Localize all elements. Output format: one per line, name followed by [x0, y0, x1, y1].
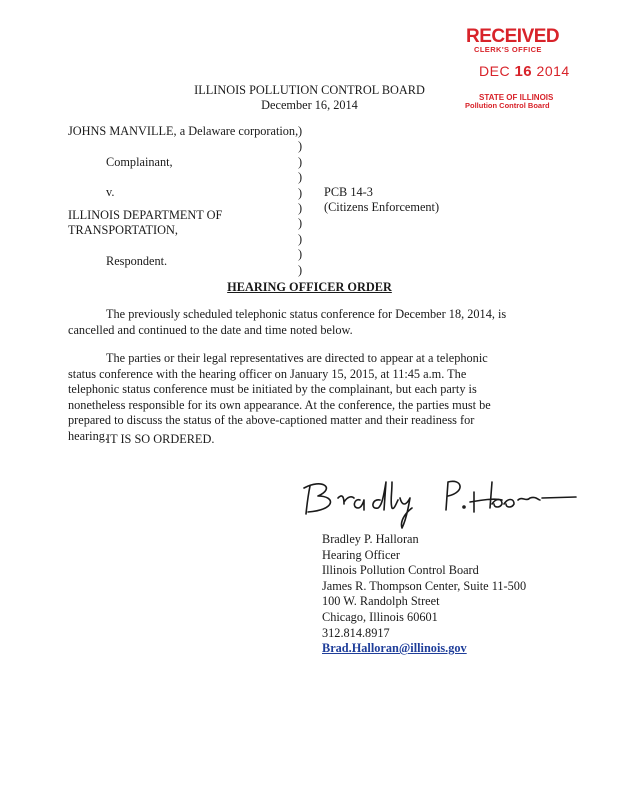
signature-block — [322, 532, 526, 657]
case-number: PCB 14-3 — [324, 185, 373, 199]
stamp-day: 16 — [514, 63, 533, 80]
received-stamp-board: Pollution Control Board — [465, 101, 550, 110]
order-date: December 16, 2014 — [261, 98, 358, 112]
received-stamp-date — [479, 63, 570, 80]
paragraph-2-text: The parties or their legal representatives are directed to appear at a telephonic status conference with the hearing officer on January 15, 2015, at 11:45 a.m. The telephonic status conference must be initiated by the complainant, but each party is nonetheless responsible for its own appearance. At the conference, the parties must be prepared to discuss the status of the above-captioned matter and their readiness for hearing. — [68, 351, 491, 443]
complainant-label: Complainant, — [106, 155, 173, 169]
versus-label: v. — [106, 185, 115, 199]
address-line-2: 100 W. Randolph Street — [322, 594, 440, 609]
respondent-name-line1: ILLINOIS DEPARTMENT OF — [68, 208, 223, 222]
respondent-name-line2: TRANSPORTATION, — [68, 223, 178, 237]
address-line-3: Chicago, Illinois 60601 — [322, 609, 438, 624]
signer-organization: Illinois Pollution Control Board — [322, 563, 479, 578]
received-stamp-title: RECEIVED — [466, 26, 560, 47]
caption-parentheses: ) ) ) ) ) ) ) ) ) ) — [298, 124, 303, 277]
signer-phone: 312.814.8917 — [322, 625, 390, 640]
stamp-month: DEC — [479, 63, 511, 79]
handwritten-signature — [288, 470, 578, 530]
agency-header: ILLINOIS POLLUTION CONTROL BOARD — [194, 83, 425, 97]
address-line-1: James R. Thompson Center, Suite 11-500 — [322, 578, 527, 593]
signer-name: Bradley P. Halloran — [322, 532, 419, 546]
order-paragraph-2 — [68, 351, 514, 444]
respondent-label: Respondent. — [106, 254, 168, 268]
paragraph-1-text: The previously scheduled telephonic status conference for December 18, 2014, is cancelled and continued to the date and time noted below. — [68, 307, 507, 337]
received-stamp-state: STATE OF ILLINOIS — [479, 93, 554, 102]
case-type: (Citizens Enforcement) — [324, 200, 440, 214]
complainant-name: JOHNS MANVILLE, a Delaware corporation, — [68, 124, 299, 138]
stamp-year: 2014 — [536, 63, 570, 79]
signer-email-link[interactable]: Brad.Halloran@illinois.gov — [322, 641, 467, 656]
received-stamp-clerks-office: CLERK'S OFFICE — [474, 45, 542, 54]
closing-statement: IT IS SO ORDERED. — [106, 432, 215, 446]
order-title: HEARING OFFICER ORDER — [227, 280, 392, 294]
signer-title: Hearing Officer — [322, 547, 400, 562]
order-paragraph-1 — [68, 307, 514, 338]
